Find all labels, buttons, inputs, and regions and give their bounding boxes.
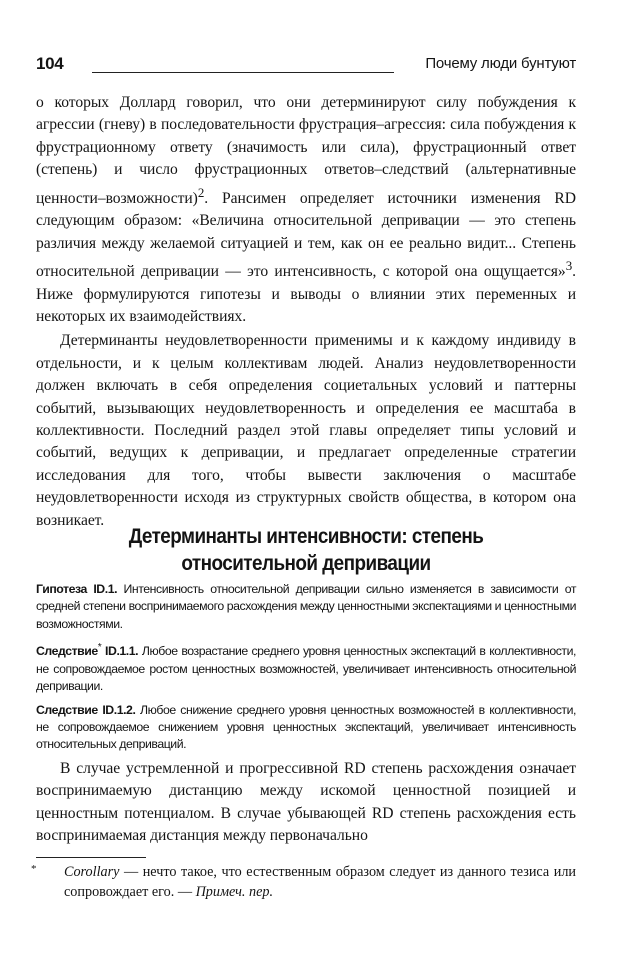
body-text — [36, 92, 576, 532]
running-title: Почему люди бунтуют — [425, 55, 576, 72]
page-number: 104 — [36, 54, 64, 73]
footnote-rule — [36, 857, 146, 858]
paragraph-3: В случае устремленной и прогрессивной RD степень расхождения означает воспринимаемую дистанцию между искомой ценностной позицией и ценностным потенциалом. В случае убывающей RD степень расхождения есть воспринимаемая дистанция между первоначально — [36, 760, 576, 845]
hypothesis-text: Интенсивность относительной депривации сильно изменяется в зависимости от средней степени воспринимаемого расхождения между ценностными экспектациями и ценностными возможностями. — [36, 582, 576, 631]
section-heading-line-1: Детерминанты интенсивности: степень — [128, 525, 484, 548]
hypothesis-label: Гипотеза ID.1. — [36, 582, 118, 596]
paragraph-2: Детерминанты неудовлетворенности применимы и к каждому индивиду в отдельности, и к целым коллективам людей. Анализ неудовлетворенности должен включать в себя определения социетальных условий и паттерны событий, вызывающих неудовлетворенность и определения ее масштаба в коллективности. Последний раздел этой главы определяет типы условий и событий, ведущих к депривации, и предлагает определенные стратегии исследования для того, чтобы вывести заключения о масштабе неудовлетворенности исходя из структурных свойств общества, в котором она возникает. — [36, 332, 576, 529]
hypothesis-id-1 — [36, 581, 576, 633]
body-text-continued — [36, 758, 576, 848]
footnote-term: Corollary — [64, 864, 120, 880]
footnote-text — [36, 862, 576, 903]
section-heading — [81, 523, 531, 577]
footnote-mark: * — [31, 863, 37, 875]
corollary-text: Любое снижение среднего уровня ценностных возможностей в коллективности, не сопровождаемое снижением уровня ценностных экспектаций, увеличивает интенсивность относительных деприваций. — [36, 702, 576, 752]
corollary-number: ID.1.1. — [101, 644, 139, 659]
paragraph-1-text-c: . Ниже формулируются гипотезы и выводы о влиянии этих переменных и некоторых их взаимодействиях. — [36, 263, 576, 326]
hypotheses-block — [36, 581, 576, 760]
corollary-label: Следствие ID.1.2. — [36, 702, 136, 717]
footnote-ref-2: 2 — [197, 184, 205, 200]
header-rule — [92, 72, 394, 73]
footnote-ref-3: 3 — [565, 258, 573, 274]
corollary-label: Следствие — [36, 644, 98, 659]
footnote — [31, 862, 576, 903]
page-header — [36, 54, 576, 80]
corollary-id-1-1 — [36, 639, 576, 695]
corollary-text: Любое возрастание среднего уровня ценностных экспектаций в коллективности, не сопровождаемое ростом ценностных возможностей, увеличивает интенсивность относительной депривации. — [36, 644, 576, 694]
paragraph-1 — [36, 92, 576, 328]
section-heading-line-2: относительной депривации — [181, 552, 431, 575]
paragraph-1-text-b: . Рансимен определяет источники изменения RD следующим образом: «Величина относительной депривации — это степень различия между желаемой ситуацией и тем, как он ее реально видит... Степень относительной депривации — это интенсивность, с которой она ощущается» — [36, 189, 576, 281]
footnote-translator-note: Примеч. пер. — [195, 884, 274, 901]
paragraph-1-text-a: о которых Доллард говорил, что они детерминируют силу побуждения к агрессии (гневу) в последовательности фрустрация–агрессия: сила побуждения к фрустрационному ответу (значимость или сила), фрустрационный ответ (степень) и число фрустрационных ответов–следствий (альтернативные ценности–возможности) — [36, 94, 576, 207]
corollary-id-1-2 — [36, 702, 576, 754]
corollary-footnote-mark: * — [97, 642, 102, 654]
footnote-body: — нечто такое, что естественным образом следует из данного тезиса или сопровождает его. — — [64, 864, 576, 901]
